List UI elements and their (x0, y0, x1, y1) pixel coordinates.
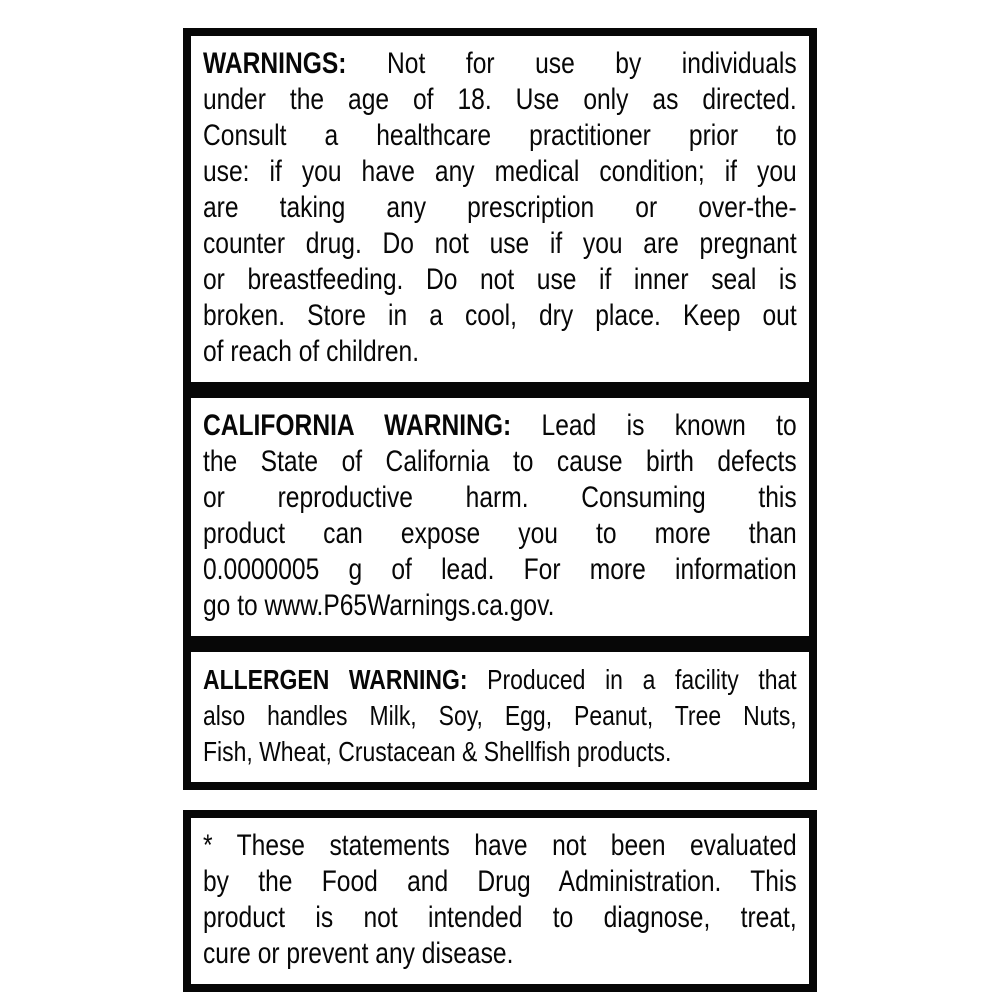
text-line: product can expose you to more than (203, 517, 797, 550)
warnings-section (183, 28, 817, 390)
warnings-section-title: WARNINGS: (203, 47, 347, 80)
text-line: the State of California to cause birth defects (203, 445, 797, 478)
text-line: of reach of children. (203, 335, 420, 368)
fda-disclaimer-section (183, 810, 817, 992)
label-column (183, 0, 817, 992)
text-line: by the Food and Drug Administration. This (203, 865, 797, 898)
fda-disclaimer-first-line: * These statements have not been evaluated (203, 829, 797, 862)
allergen-warning-body-lines (203, 698, 797, 770)
allergen-warning-first-line: Produced in a facility that (487, 664, 797, 695)
warnings-first-line: Not for use by individuals (387, 47, 797, 80)
california-warning-section (183, 390, 817, 644)
california-warning-text (203, 408, 797, 624)
text-line (203, 662, 797, 698)
warnings-body-lines (203, 82, 797, 370)
text-line (203, 408, 797, 444)
allergen-warning-text (203, 662, 797, 770)
text-line: Consult a healthcare practitioner prior to (203, 119, 797, 152)
text-line: Fish, Wheat, Crustacean & Shellfish products. (203, 736, 672, 767)
fda-disclaimer-text (203, 828, 797, 972)
california-warning-section-title: CALIFORNIA WARNING: (203, 409, 512, 442)
text-line: are taking any prescription or over-the- (203, 191, 797, 224)
text-line: cure or prevent any disease. (203, 937, 514, 970)
allergen-warning-section-title: ALLERGEN WARNING: (203, 664, 468, 695)
warnings-text (203, 46, 797, 370)
allergen-warning-section (183, 644, 817, 790)
warning-panels-group (183, 28, 817, 790)
text-line: go to www.P65Warnings.ca.gov. (203, 589, 555, 622)
text-line: or reproductive harm. Consuming this (203, 481, 797, 514)
california-warning-body-lines (203, 444, 797, 624)
text-line: also handles Milk, Soy, Egg, Peanut, Tree Nuts, (203, 700, 797, 731)
text-line (203, 46, 797, 82)
text-line: or breastfeeding. Do not use if inner seal is (203, 263, 797, 296)
text-line: use: if you have any medical condition; if you (203, 155, 797, 188)
text-line: 0.0000005 g of lead. For more information (203, 553, 797, 586)
fda-disclaimer-body-lines (203, 864, 797, 972)
text-line (203, 828, 797, 864)
text-line: under the age of 18. Use only as directed. (203, 83, 797, 116)
text-line: broken. Store in a cool, dry place. Keep out (203, 299, 797, 332)
text-line: product is not intended to diagnose, treat, (203, 901, 797, 934)
california-warning-first-line: Lead is known to (541, 409, 797, 442)
text-line: counter drug. Do not use if you are pregnant (203, 227, 797, 260)
